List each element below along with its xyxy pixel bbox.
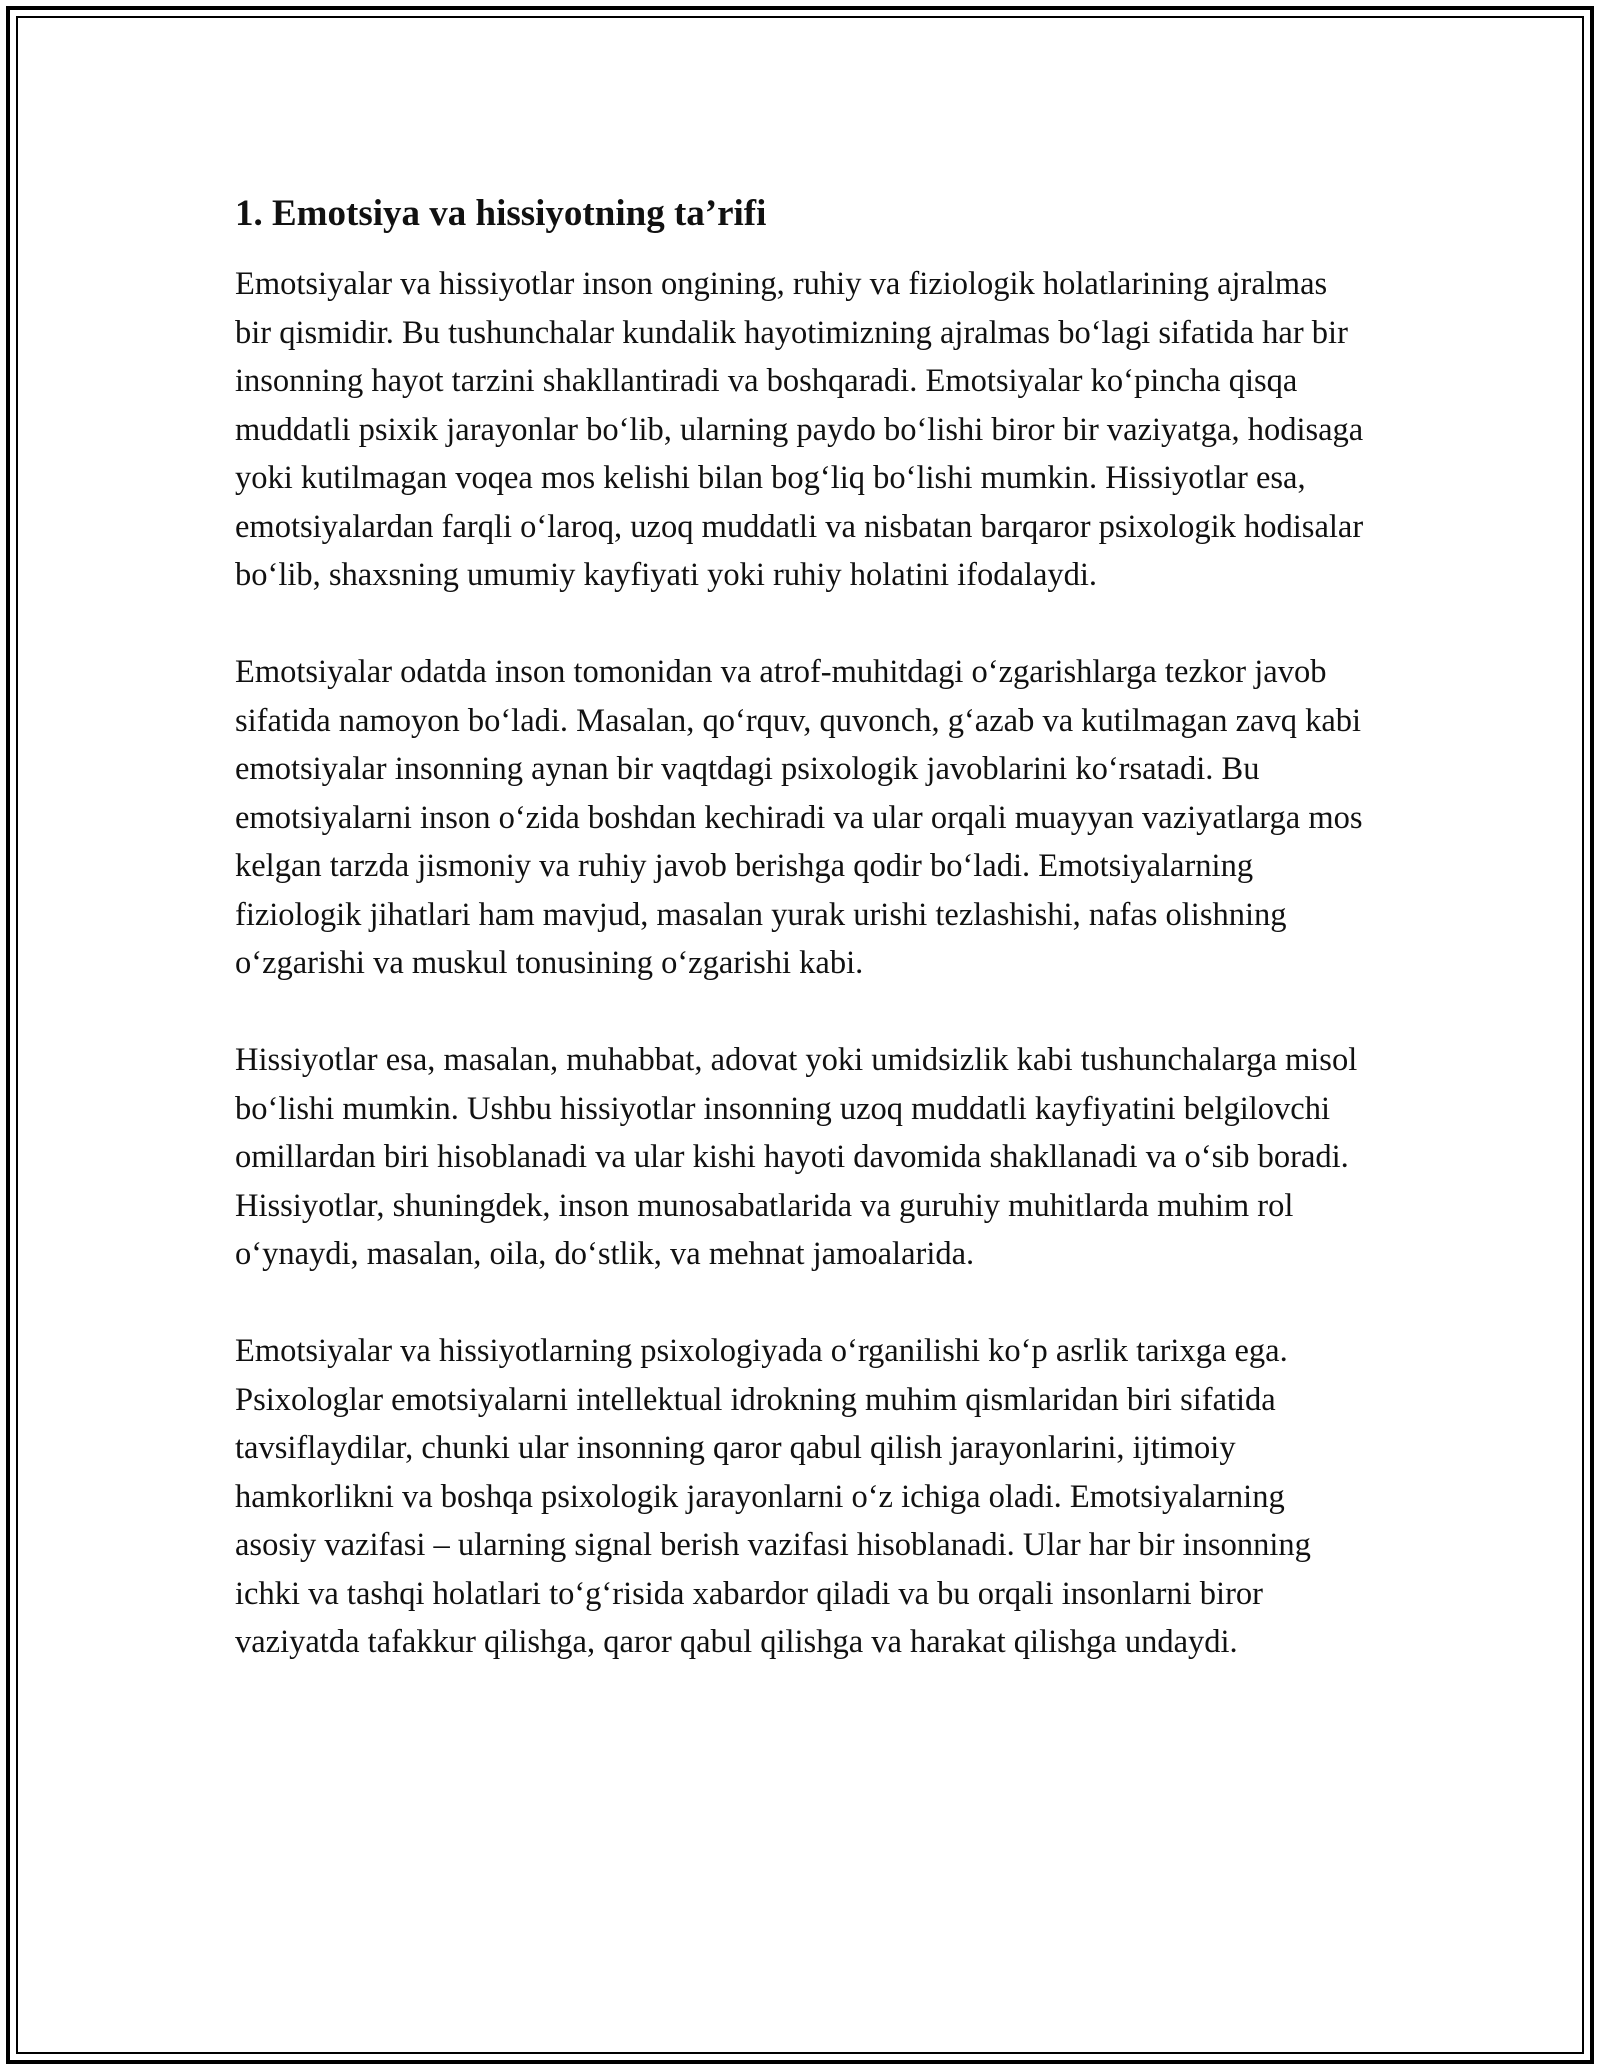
paragraph-3: Hissiyotlar esa, masalan, muhabbat, adovat yoki umidsizlik kabi tushunchalarga misol bo‘lishi mumkin. Ushbu hissiyotlar insonning uzoq muddatli kayfiyatini belgilovchi omillardan biri hisoblanadi va ular kishi hayoti davomida shakllanadi va o‘sib boradi. Hissiyotlar, shuningdek, inson munosabatlarida va guruhiy muhitlarda muhim rol o‘ynaydi, masalan, oila, do‘stlik, va mehnat jamoalarida. [235,1042,1358,1272]
section-heading: 1. Emotsiya va hissiyotning ta’rifi [235,193,767,234]
paragraph-1: Emotsiyalar va hissiyotlar inson ongining, ruhiy va fiziologik holatlarining ajralmas bir qismidir. Bu tushunchalar kundalik hayotimizning ajralmas bo‘lagi sifatida har bir insonning hayot tarzini shakllantiradi va boshqaradi. Emotsiyalar ko‘pincha qisqa muddatli psixik jarayonlar bo‘lib, ularning paydo bo‘lishi biror bir vaziyatga, hodisaga yoki kutilmagan voqea mos kelishi bilan bog‘liq bo‘lishi mumkin. Hissiyotlar esa, emotsiyalardan farqli o‘laroq, uzoq muddatli va nisbatan barqaror psixologik hodisalar bo‘lib, shaxsning umumiy kayfiyati yoki ruhiy holatini ifodalaydi. [235,266,1364,593]
paragraph-4: Emotsiyalar va hissiyotlarning psixologiyada o‘rganilishi ko‘p asrlik tarixga ega. Psixologlar emotsiyalarni intellektual idrokning muhim qismlaridan biri sifatida tavsiflaydilar, chunki ular insonning qaror qabul qilish jarayonlarini, ijtimoiy hamkorlikni va boshqa psixologik jarayonlarni o‘z ichiga oladi. Emotsiyalarning asosiy vazifasi – ularning signal berish vazifasi hisoblanadi. Ular har bir insonning ichki va tashqi holatlari to‘g‘risida xabardor qiladi va bu orqali insonlarni biror vaziyatda tafakkur qilishga, qaror qabul qilishga va harakat qilishga undaydi. [235,1333,1311,1660]
paragraph-2: Emotsiyalar odatda inson tomonidan va atrof-muhitdagi o‘zgarishlarga tezkor javob sifatida namoyon bo‘ladi. Masalan, qo‘rquv, quvonch, g‘azab va kutilmagan zavq kabi emotsiyalar insonning aynan bir vaqtdagi psixologik javoblarini ko‘rsatadi. Bu emotsiyalarni inson o‘zida boshdan kechiradi va ular orqali muayyan vaziyatlarga mos kelgan tarzda jismoniy va ruhiy javob berishga qodir bo‘ladi. Emotsiyalarning fiziologik jihatlari ham mavjud, masalan yurak urishi tezlashishi, nafas olishning o‘zgarishi va muskul tonusining o‘zgarishi kabi. [235,654,1363,981]
document-body [235,190,1370,1667]
